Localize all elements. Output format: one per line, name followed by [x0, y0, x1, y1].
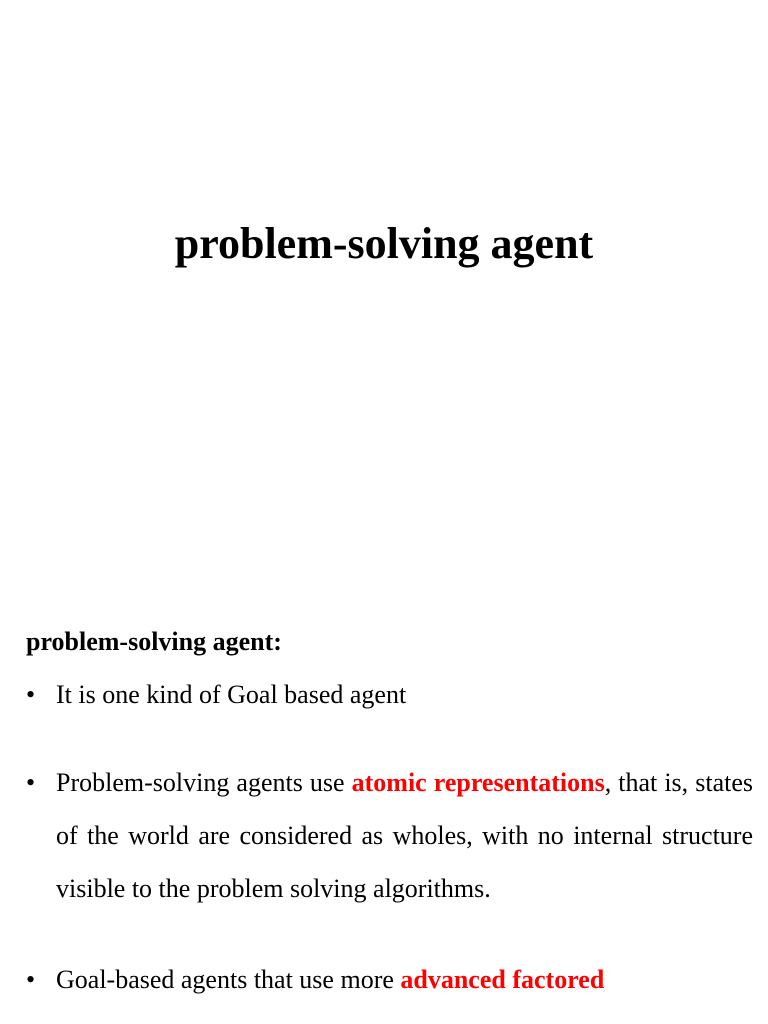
highlight-advanced-factored: advanced factored [400, 965, 605, 994]
bullet-item-goal-based-agents-partial [26, 953, 753, 1006]
bullet-item-goal-based [26, 676, 753, 714]
bullet-list [26, 676, 753, 1006]
bullet-icon: • [26, 680, 36, 709]
highlight-atomic-representations: atomic representations [351, 768, 605, 797]
bullet-icon: • [26, 768, 36, 797]
bullet-text-after: , that is, states of the world are considered as wholes, with no internal structure visible to the problem solving algorithms. [56, 768, 754, 903]
slide-title: problem-solving agent [174, 219, 594, 268]
bullet-text: It is one kind of Goal based agent [56, 680, 407, 709]
bullet-item-atomic-representations [26, 756, 753, 915]
bullet-text-before: Goal-based agents that use more [56, 965, 401, 994]
section-heading: problem-solving agent: [26, 627, 282, 656]
bullet-text-before: Problem-solving agents use [56, 768, 352, 797]
bullet-icon: • [26, 965, 36, 994]
